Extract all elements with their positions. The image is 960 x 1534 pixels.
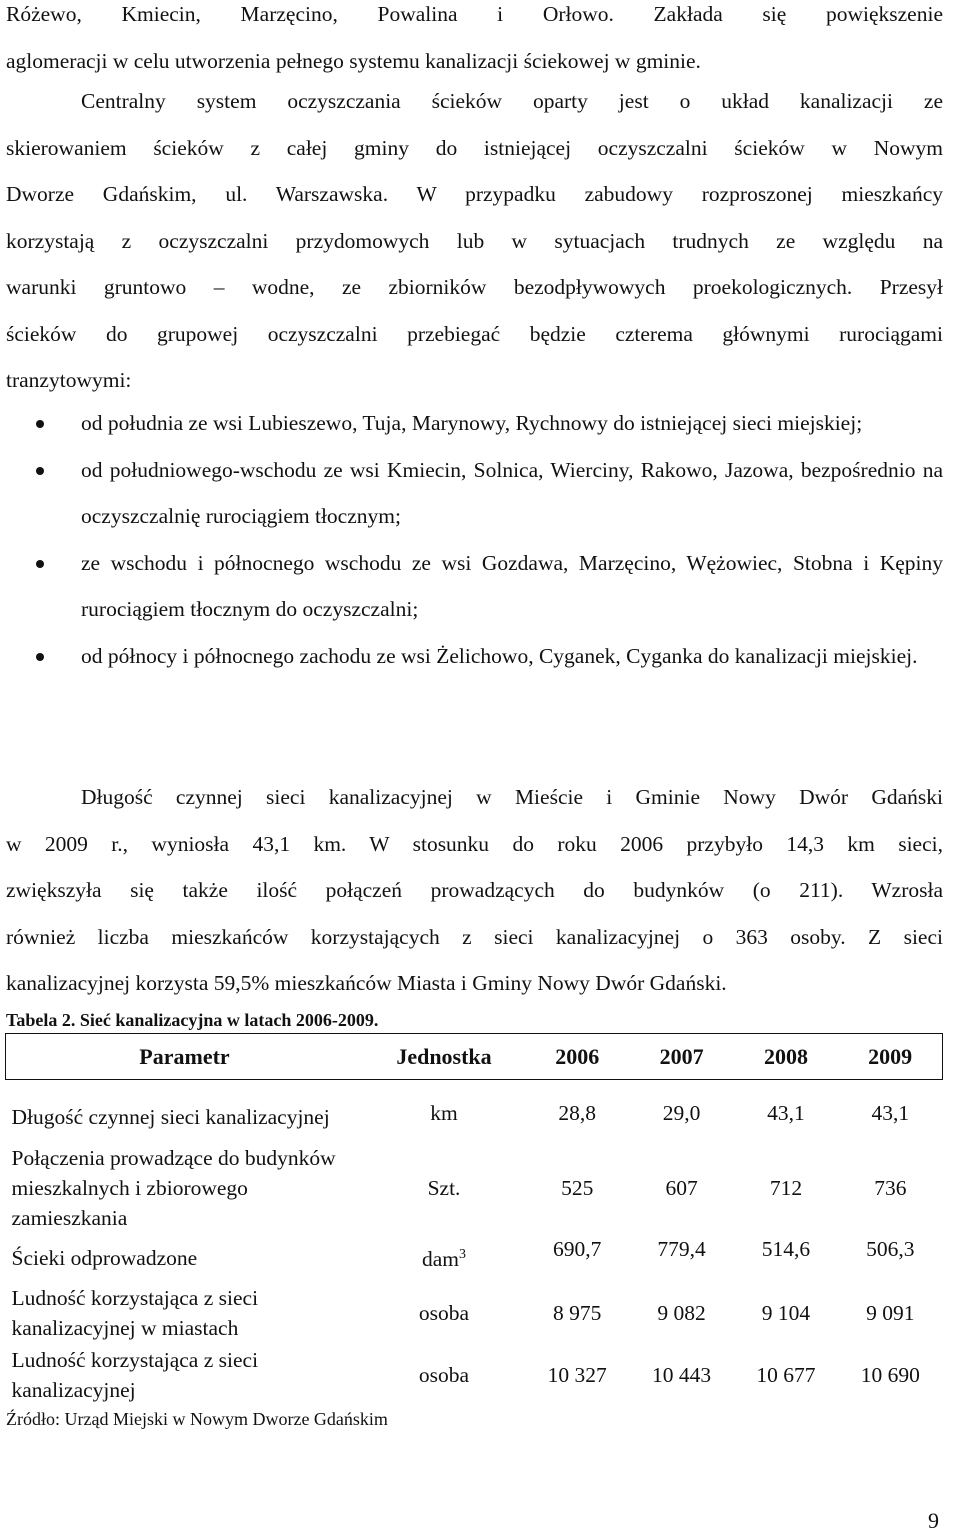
value-cell: 10 443 — [652, 1362, 712, 1387]
text-line: w 2009 r., wyniosła 43,1 km. W stosunku do roku 2006 przybyło 14,3 km sieci, — [6, 831, 943, 856]
column-header: 2006 — [555, 1043, 600, 1069]
sewage-system-paragraph — [6, 78, 943, 404]
table-source-note: Źródło: Urząd Miejski w Nowym Dworze Gdańskim — [6, 1409, 388, 1429]
pipeline-list — [0, 400, 943, 679]
value-cell: 43,1 — [767, 1100, 805, 1125]
table-row — [6, 1344, 943, 1406]
table-caption: Tabela 2. Sieć kanalizacyjna w latach 2006-2009. — [6, 1010, 379, 1030]
text-line: skierowaniem ścieków z całej gminy do istniejącej oczyszczalni ścieków w Nowym — [6, 135, 943, 160]
text-line: Dworze Gdańskim, ul. Warszawska. W przypadku zabudowy rozproszonej mieszkańcy — [6, 182, 943, 206]
value-cell: 690,7 — [553, 1236, 602, 1261]
value-cell: 9 104 — [761, 1300, 811, 1325]
text-line: warunki gruntowo – wodne, ze zbiorników bezodpływowych proekologicznych. Przesył — [6, 275, 943, 299]
text-line: Długość czynnej sieci kanalizacyjnej w Mieście i Gminie Nowy Dwór Gdański — [81, 785, 943, 809]
value-cell: 506,3 — [866, 1236, 915, 1261]
param-cell: Długość czynnej sieci kanalizacyjnej — [11, 1104, 330, 1129]
unit-cell: km — [430, 1100, 458, 1125]
text-line: Centralny system oczyszczania ścieków oparty jest o układ kanalizacji ze — [81, 89, 943, 113]
value-cell: 607 — [665, 1175, 698, 1200]
text-line: zwiększyła się także ilość połączeń prowadzących do budynków (o 211). Wzrosła — [6, 878, 943, 902]
text-line: korzystają z oczyszczalni przydomowych lub w sytuacjach trudnych ze względu na — [6, 228, 943, 253]
table-row — [6, 1234, 943, 1282]
column-header: 2008 — [763, 1043, 808, 1069]
intro-paragraph — [6, 0, 943, 84]
value-cell: 10 677 — [756, 1362, 816, 1387]
unit-cell: dam$^3$ — [421, 1247, 467, 1272]
text-line: tranzytowymi: — [6, 368, 132, 392]
text-line: kanalizacyjnej korzysta 59,5% mieszkańców Miasta i Gminy Nowy Dwór Gdański. — [6, 971, 727, 995]
table-row — [6, 1080, 943, 1142]
text-line: aglomeracji w celu utworzenia pełnego systemu kanalizacji ściekowej w gminie. — [6, 48, 701, 73]
value-cell: 712 — [769, 1175, 803, 1200]
value-cell: 736 — [874, 1175, 907, 1200]
list-item: od południowego-wschodu ze wsi Kmiecin, Solnica, Wierciny, Rakowo, Jazowa, bezpośrednio na oczyszczalnię rurociągiem tłocznym; — [0, 447, 943, 540]
value-cell: 514,6 — [761, 1236, 811, 1261]
unit-cell: Szt. — [427, 1175, 461, 1200]
list-item: ze wschodu i północnego wschodu ze wsi Gozdawa, Marzęcino, Wężowiec, Stobna i Kępiny rurociągiem tłocznym do oczyszczalni; — [0, 540, 943, 633]
bullet-icon — [36, 420, 44, 428]
list-item: od południa ze wsi Lubieszewo, Tuja, Marynowy, Rychnowy do istniejącej sieci miejskiej; — [0, 400, 943, 447]
network-length-paragraph — [6, 774, 943, 1007]
value-cell: 10 690 — [860, 1362, 920, 1387]
value-cell: 10 327 — [547, 1362, 607, 1387]
table-header-row — [6, 1034, 943, 1080]
value-cell: 43,1 — [871, 1100, 910, 1125]
value-cell: 29,0 — [662, 1100, 701, 1125]
unit-cell: osoba — [418, 1362, 470, 1387]
column-header: Parametr — [139, 1043, 230, 1069]
table-row — [6, 1282, 943, 1344]
param-cell: Ludność korzystająca z sieci kanalizacyjnej w miastach — [11, 1285, 259, 1340]
param-cell: Połączenia prowadzące do budynków mieszkalnych i zbiorowego zamieszkania — [11, 1145, 336, 1230]
text-line: Różewo, Kmiecin, Marzęcino, Powalina i Orłowo. Zakłada się powiększenie — [6, 2, 943, 26]
param-cell: Ścieki odprowadzone — [11, 1245, 198, 1270]
text-line: również liczba mieszkańców korzystających z sieci kanalizacyjnej o 363 osoby. Z sieci — [6, 924, 943, 949]
table-row — [6, 1142, 943, 1234]
list-item: od północy i północnego zachodu ze wsi Żelichowo, Cyganek, Cyganka do kanalizacji miejskiej. — [0, 633, 943, 680]
column-header: 2009 — [868, 1043, 913, 1069]
column-header: Jednostka — [396, 1043, 492, 1069]
value-cell: 525 — [561, 1175, 594, 1200]
bullet-icon — [36, 560, 44, 568]
sewage-network-table — [5, 1033, 943, 1406]
unit-superscript: 3 — [459, 1247, 467, 1263]
unit-cell: osoba — [418, 1300, 470, 1325]
bullet-icon — [36, 653, 44, 661]
bullet-icon — [36, 467, 44, 475]
param-cell: Ludność korzystająca z sieci kanalizacyjnej — [11, 1347, 259, 1402]
value-cell: 9 091 — [866, 1300, 915, 1325]
page-number: 9 — [928, 1508, 939, 1533]
value-cell: 28,8 — [558, 1100, 596, 1125]
text-line: ścieków do grupowej oczyszczalni przebiegać będzie czterema głównymi rurociągami — [6, 321, 943, 346]
value-cell: 8 975 — [553, 1300, 602, 1325]
column-header: 2007 — [659, 1043, 704, 1069]
value-cell: 9 082 — [657, 1300, 706, 1325]
value-cell: 779,4 — [657, 1236, 706, 1261]
